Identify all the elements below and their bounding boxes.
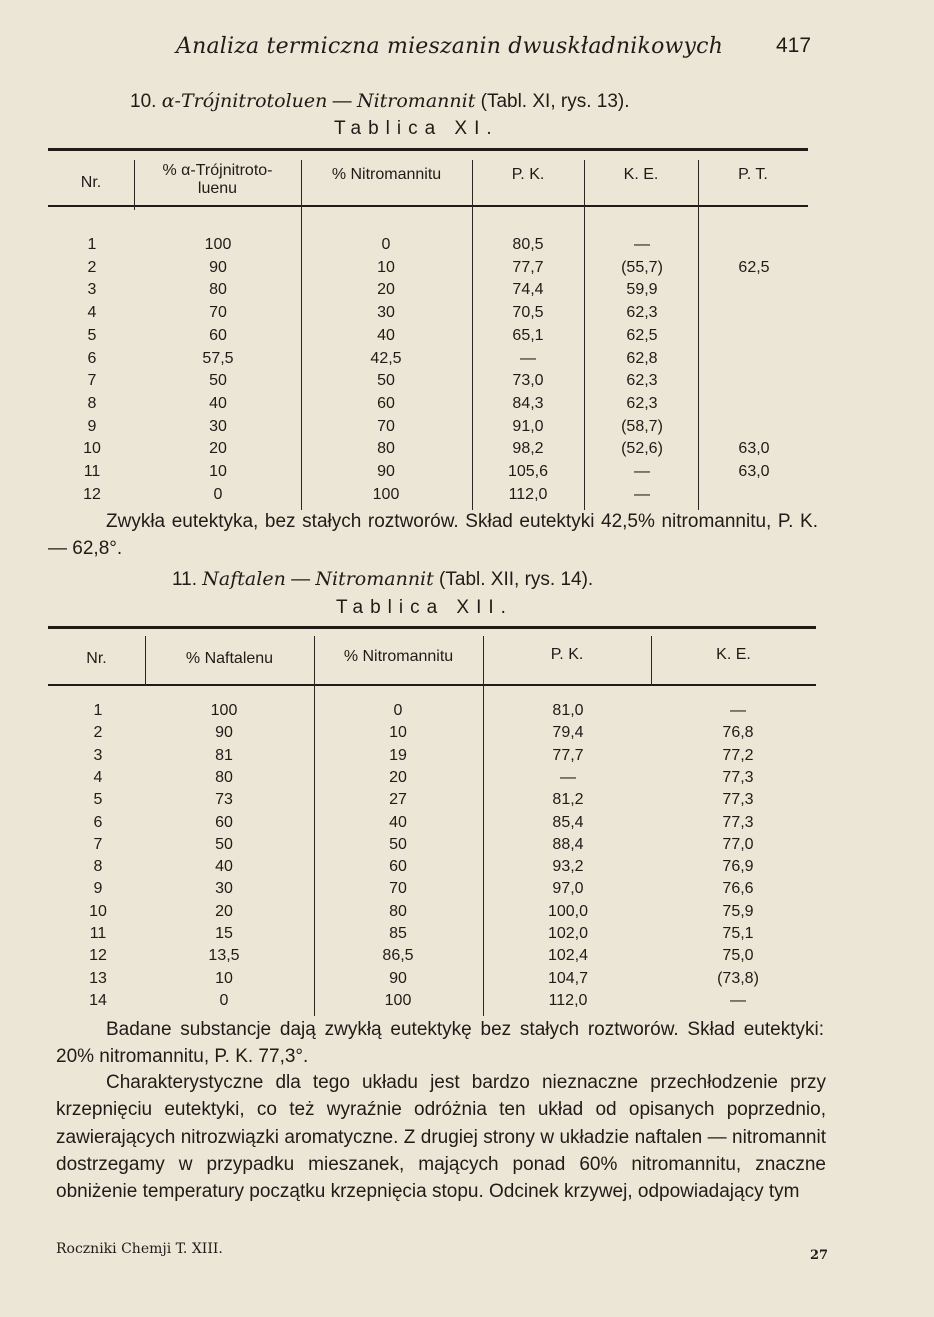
table-xii-cell: 0 [219, 991, 229, 1009]
table-xi-cell: 70 [377, 417, 395, 435]
table-xii-cell: 90 [215, 724, 233, 742]
table-xii-cell: 12 [89, 947, 107, 965]
table-xi-cell: 30 [209, 417, 227, 435]
footer-journal: Roczniki Chemji T. XIII. [56, 1241, 223, 1257]
table-xii-cell: 80 [389, 902, 407, 920]
footer-signature: 27 [810, 1248, 829, 1263]
section-11-compound-a: Naftalen [202, 568, 286, 590]
table-xii-vline [314, 636, 315, 1016]
table-xi-cell: 80 [209, 281, 227, 299]
table-xii-cell: 104,7 [547, 969, 589, 987]
table-xii-cell: 100 [384, 991, 412, 1009]
table-xii-cell: 77,3 [722, 813, 754, 831]
table-xii-cell: 76,8 [722, 724, 754, 742]
table-xii-cell: 10 [389, 724, 407, 742]
table-xii-cell: 8 [93, 858, 103, 876]
table-xii-cell: 0 [393, 702, 403, 719]
table-xi-cell: 59,9 [626, 281, 658, 299]
table-xi-cell: 63,0 [738, 463, 770, 480]
table-xii-cell: 50 [389, 835, 407, 853]
table-xi-cell: 62,5 [626, 326, 658, 344]
table-xi-header-tnt [134, 162, 301, 198]
table-xi-cell: 7 [87, 372, 97, 390]
table-xi-cell: 0 [213, 485, 223, 503]
table-xi-cell: 90 [209, 258, 227, 276]
table-xii-cell: 81 [215, 746, 233, 764]
table-xii-cell: 60 [389, 858, 407, 876]
table-xii-cell: 112,0 [548, 991, 588, 1009]
table-xii-cell: 15 [215, 925, 233, 942]
table-xi-cell: 73,0 [512, 372, 544, 390]
table-xi-cell: 20 [209, 440, 227, 458]
table-xi-header-tnt-line2: luenu [197, 180, 238, 197]
table-xii-cell: 19 [389, 746, 407, 764]
table-xi-cell: 0 [381, 236, 391, 253]
table-xi-cell: — [520, 349, 536, 367]
table-xi-cell: 57,5 [202, 349, 234, 367]
table-xi-vline [698, 160, 699, 510]
table-xi-cell: (55,7) [621, 258, 663, 276]
table-xii-cell: 73 [215, 791, 233, 809]
table-xi-cell: 70,5 [512, 304, 544, 322]
table-xi-cell: 80 [377, 440, 395, 458]
table-xi-header-ke: K. E. [623, 166, 659, 183]
table-xi-cell: 60 [209, 326, 227, 344]
table-xii-cell: 77,2 [722, 746, 754, 764]
table-xi-cell: 8 [87, 394, 97, 412]
table-xii-note-text: Badane substancje dają zwykłą eutektykę bez stałych roztworów. Skład eutektyki: 20% nitromannitu, P. K. 77,3°. [56, 1019, 824, 1068]
table-xi-cell: 112,0 [508, 485, 548, 503]
table-xii-cell: 1 [93, 702, 103, 719]
table-xii-note [56, 1016, 824, 1071]
table-xi-cell: 65,1 [512, 326, 544, 344]
table-xii-caption: Tablica XII. [336, 597, 513, 618]
table-xii-cell: 20 [215, 902, 233, 920]
table-xi-cell: 40 [209, 394, 227, 412]
table-xii-cell: 102,4 [547, 947, 589, 965]
table-xi-cell: 63,0 [738, 440, 770, 458]
table-xi-cell: 100 [204, 236, 232, 253]
table-xii-cell: 7 [93, 835, 103, 853]
table-xii-cell: 4 [93, 768, 103, 786]
running-head: Analiza termiczna mieszanin dwuskładnikowych [176, 34, 724, 59]
table-xi-cell: 60 [377, 394, 395, 412]
table-xi-cell: 12 [83, 485, 101, 503]
table-xi-cell: 2 [87, 258, 97, 276]
table-xi-caption: Tablica XI. [334, 118, 499, 139]
table-xi-header-pk: P. K. [511, 166, 545, 183]
table-xi-header-tnt-line1: % α-Trójnitroto- [162, 162, 273, 179]
table-xii-cell: 75,1 [722, 925, 754, 942]
table-xii-cell: 70 [389, 880, 407, 898]
table-xi-cell: 10 [209, 463, 227, 480]
table-xii-vline [483, 636, 484, 1016]
table-xii-cell: 81,2 [552, 791, 584, 809]
table-xi-header-nitromannit: % Nitromannitu [331, 166, 442, 183]
table-xii-cell: 77,0 [722, 835, 754, 853]
table-xii-header-nr: Nr. [86, 650, 107, 667]
table-xii-header-naftalen: % Naftalenu [185, 650, 274, 667]
table-xi-cell: 105,6 [507, 463, 549, 480]
table-xii-cell: 40 [215, 858, 233, 876]
table-xii-cell: — [730, 991, 746, 1009]
table-xi-cell: — [634, 485, 650, 503]
table-xi-cell: 77,7 [512, 258, 544, 276]
table-xii-cell: 76,9 [722, 858, 754, 876]
table-xi-cell: 9 [87, 417, 97, 435]
table-xii-cell: (73,8) [717, 969, 759, 987]
table-xi-vline [472, 160, 473, 510]
table-xi-cell: 20 [377, 281, 395, 299]
section-11-compound-b: Nitromannit [315, 568, 434, 590]
table-xii-cell: 11 [89, 925, 107, 942]
page-number: 417 [776, 34, 812, 57]
table-xi-cell: 62,5 [738, 258, 770, 276]
table-xi-cell: 50 [377, 372, 395, 390]
table-xii-cell: 9 [93, 880, 103, 898]
table-xi-cell: — [634, 463, 650, 480]
table-xii-cell: 75,9 [722, 902, 754, 920]
table-xii-cell: 77,7 [552, 746, 584, 764]
table-xii-cell: 79,4 [552, 724, 584, 742]
table-xii-cell: 86,5 [382, 947, 414, 965]
table-xi-cell: (58,7) [621, 417, 663, 435]
table-xii-cell: 27 [389, 791, 407, 809]
table-xii-cell: 13 [89, 969, 107, 987]
table-xii-cell: 13,5 [208, 947, 240, 965]
table-xi-cell: 62,3 [626, 304, 658, 322]
table-xi-cell: (52,6) [621, 440, 663, 458]
table-xi-cell: 3 [87, 281, 97, 299]
table-xi-cell: 90 [377, 463, 395, 480]
table-xi-note-text: Zwykła eutektyka, bez stałych roztworów. Skład eutektyki 42,5% nitromannitu, P. K. — 62,8°. [48, 511, 818, 560]
table-xi-cell: 30 [377, 304, 395, 322]
table-xi-header-pt: P. T. [738, 166, 768, 183]
table-xi-cell: 62,3 [626, 394, 658, 412]
table-xii-cell: 77,3 [722, 791, 754, 809]
table-xi-vline [584, 160, 585, 510]
table-xi-cell: 74,4 [512, 281, 544, 299]
table-xii-top-rule [48, 626, 816, 629]
table-xii-cell: 60 [215, 813, 233, 831]
table-xii-header-ke: K. E. [716, 646, 751, 663]
table-xi-note [48, 508, 818, 563]
table-xi-header-nr: Nr. [80, 174, 102, 191]
table-xi-cell: 6 [87, 349, 97, 367]
table-xii-cell: 5 [93, 791, 103, 809]
section-10-compound-b: Nitromannit [356, 90, 476, 112]
table-xi-cell: 62,3 [626, 372, 658, 390]
body-paragraph-text: Charakterystyczne dla tego układu jest bardzo nieznaczne przechłodzenie przy krzepnięciu eutektyki, co też wyraźnie odróżnia ten układ od opisanych poprzednio, zawierających nitrozwiązki aromatyczne. Z drugiej strony w układzie naftalen — nitromannit dostrzegamy w przypadku mieszanek, mających ponad 60% nitromannitu, znaczne obniżenie temperatury początku krzepnięcia stopu. Odcinek krzywej, odpowiadający tym [56, 1072, 826, 1203]
section-11-ref: (Tabl. XII, rys. 14). [433, 569, 594, 590]
table-xii-cell: 85 [389, 925, 407, 942]
body-paragraph [56, 1069, 826, 1205]
table-xii-cell: 10 [89, 902, 107, 920]
table-xii-cell: 100,0 [547, 902, 589, 920]
table-xii-cell: 81,0 [552, 702, 584, 719]
table-xii-cell: — [560, 768, 576, 786]
section-11-title [172, 568, 593, 591]
table-xi-cell: 10 [377, 258, 395, 276]
table-xi-cell: 1 [87, 236, 97, 253]
section-10-dash: — [327, 91, 357, 112]
table-xii-cell: 76,6 [722, 880, 754, 898]
table-xii-cell: 10 [215, 969, 233, 987]
table-xii-cell: 14 [89, 991, 107, 1009]
table-xi-cell: 4 [87, 304, 97, 322]
table-xii-cell: 40 [389, 813, 407, 831]
section-10-compound-a: α-Trójnitrotoluen [161, 90, 328, 112]
table-xii-cell: 97,0 [552, 880, 584, 898]
table-xi-cell: 42,5 [370, 349, 402, 367]
table-xii-cell: 2 [93, 724, 103, 742]
section-10-ref: (Tabl. XI, rys. 13). [475, 91, 630, 112]
table-xii-cell: 3 [93, 746, 103, 764]
table-xi-vline [301, 160, 302, 510]
table-xii-cell: 102,0 [547, 925, 589, 942]
table-xi-cell: 62,8 [626, 349, 658, 367]
table-xii-cell: 90 [389, 969, 407, 987]
table-xii-cell: 75,0 [722, 947, 754, 965]
section-10-title [130, 90, 630, 113]
table-xi-top-rule [48, 148, 808, 151]
table-xii [48, 626, 816, 1016]
table-xi-cell: 5 [87, 326, 97, 344]
table-xii-cell: 30 [215, 880, 233, 898]
table-xii-header-nitromannit: % Nitromannitu [343, 648, 454, 665]
table-xii-cell: 80 [215, 768, 233, 786]
table-xii-cell: 100 [210, 702, 238, 719]
table-xi-cell: 100 [372, 485, 400, 503]
table-xi-cell: 80,5 [512, 236, 544, 253]
table-xii-cell: 93,2 [552, 858, 584, 876]
section-10-number: 10. [130, 91, 157, 112]
table-xi-cell: 40 [377, 326, 395, 344]
table-xii-cell: 85,4 [552, 813, 584, 831]
table-xi-cell: 91,0 [512, 417, 544, 435]
table-xii-cell: — [730, 702, 746, 719]
table-xi-cell: 10 [83, 440, 101, 458]
table-xi-cell: 50 [209, 372, 227, 390]
table-xi-cell: 70 [209, 304, 227, 322]
table-xii-cell: 6 [93, 813, 103, 831]
table-xii-cell: 50 [215, 835, 233, 853]
table-xii-cell: 77,3 [722, 768, 754, 786]
table-xii-cell: 88,4 [552, 835, 584, 853]
table-xi [48, 148, 808, 508]
section-11-dash: — [285, 569, 316, 590]
table-xi-cell: — [634, 236, 650, 253]
table-xi-cell: 11 [83, 463, 101, 480]
table-xi-header-rule [48, 205, 808, 207]
section-11-number: 11. [172, 569, 198, 590]
table-xi-cell: 84,3 [512, 394, 544, 412]
table-xii-cell: 20 [389, 768, 407, 786]
table-xii-header-rule [48, 684, 816, 686]
table-xi-cell: 98,2 [512, 440, 544, 458]
table-xii-header-pk: P. K. [550, 646, 584, 663]
